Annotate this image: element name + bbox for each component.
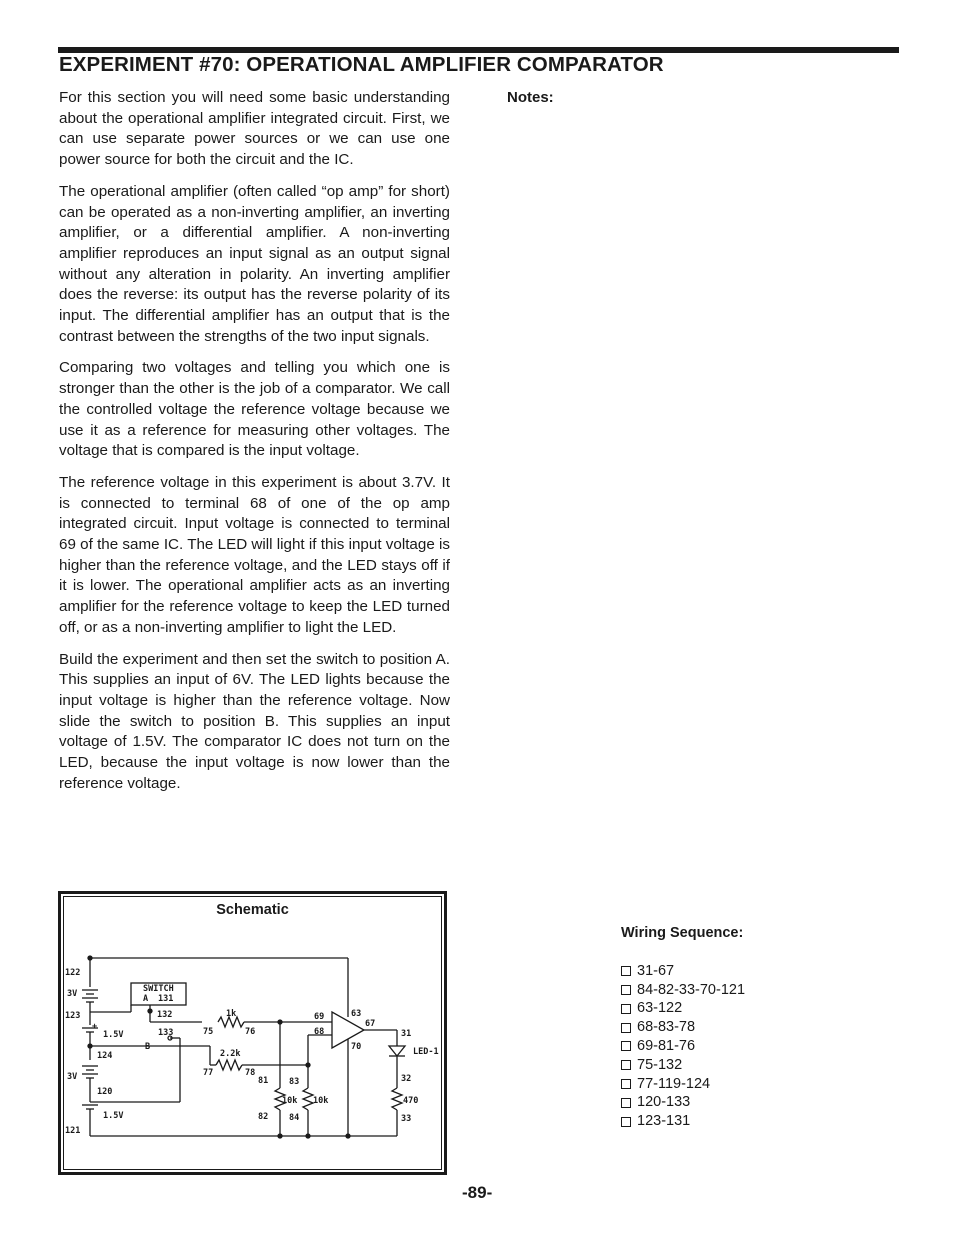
wiring-item[interactable]: 68-83-78 [621,1018,745,1037]
label-switch: SWITCH [143,984,174,994]
label-122: 122 [65,968,81,978]
checkbox-icon[interactable] [621,985,631,995]
wiring-item[interactable]: 31-67 [621,962,745,981]
label-10k-b: 10k [313,1096,329,1106]
label-75: 75 [203,1027,214,1037]
label-123: 123 [65,1011,81,1021]
label-2-2k: 2.2k [220,1049,241,1059]
checkbox-icon[interactable] [621,1004,631,1014]
checkbox-icon[interactable] [621,966,631,976]
label-switch-a: A [143,994,149,1004]
label-1-5v-b: 1.5V [103,1111,124,1121]
wiring-sequence [621,924,745,1131]
paragraph-1: For this section you will need some basic understanding about the operational amplifier integrated circuit. First, we can use separate power sources or we can use one power source for both the circuit and the IC. [59,89,450,169]
wiring-item[interactable]: 120-133 [621,1093,745,1112]
label-83: 83 [289,1077,300,1087]
paragraph-5: Build the experiment and then set the switch to position A. This supplies an input of 6V. The LED lights because the input voltage is higher than the reference voltage. Now slide the switch to position B. This supplies an input voltage of 1.5V. The comparator IC does not turn on the LED, because the input voltage is now lower than the reference voltage. [59,650,450,792]
label-76: 76 [245,1027,256,1037]
label-68: 68 [314,1027,325,1037]
label-78: 78 [245,1068,256,1078]
checkbox-icon[interactable] [621,1117,631,1127]
paragraph-2: The operational amplifier (often called “op amp” for short) can be operated as a non-inverting amplifier, an inverting amplifier, or a differential amplifier. A non-inverting amplifier reproduces an input signal as an output signal without any alteration in polarity. An inverting amplifier does the reverse: its output has the reverse polarity of its input. The differential amplifier has an output that is the contrast between the strengths of the two input signals. [59,182,450,345]
checkbox-icon[interactable] [621,1041,631,1051]
label-10k-a: 10k [282,1096,298,1106]
checkbox-icon[interactable] [621,1023,631,1033]
label-33: 33 [401,1114,412,1124]
label-132: 132 [157,1010,173,1020]
label-plus: + [92,1022,98,1032]
label-3v-b: 3V [67,1072,78,1082]
label-1k: 1k [226,1009,237,1019]
wiring-title: Wiring Sequence: [621,925,744,941]
paragraph-4: The reference voltage in this experiment is about 3.7V. It is connected to terminal 68 of one of the op amp integrated circuit. Input voltage is connected to terminal 69 of the same IC. The LED will light if this input voltage is higher than the reference voltage, and the LED stays off if it is lower. The operational amplifier acts as an inverting amplifier for the reference voltage to keep the LED turned off, or as a non-inverting amplifier to light the LED. [59,473,450,636]
label-31: 31 [401,1029,412,1039]
label-switch-b: B [145,1042,151,1052]
page-number: -89- [462,1183,493,1202]
label-32: 32 [401,1074,412,1084]
label-121: 121 [65,1126,81,1136]
label-120: 120 [97,1087,113,1097]
label-70: 70 [351,1042,362,1052]
label-470: 470 [403,1096,419,1106]
paragraph-3: Comparing two voltages and telling you which one is stronger than the other is the job of a comparator. We call the controlled voltage the reference voltage because we use it as a reference for measuring other voltages. The voltage that is compared is the input voltage. [59,359,450,460]
notes-label: Notes: [507,89,554,106]
wiring-item[interactable]: 69-81-76 [621,1037,745,1056]
wiring-item[interactable]: 75-132 [621,1056,745,1075]
wiring-item[interactable]: 84-82-33-70-121 [621,981,745,1000]
page-title: EXPERIMENT #70: OPERATIONAL AMPLIFIER COMPARATOR [59,53,664,76]
schematic-box [58,891,447,1175]
label-82: 82 [258,1112,269,1122]
label-67: 67 [365,1019,376,1029]
label-133: 133 [158,1028,174,1038]
label-131: 131 [158,994,174,1004]
label-81: 81 [258,1076,269,1086]
body-text [59,88,450,806]
checkbox-icon[interactable] [621,1079,631,1089]
label-124: 124 [97,1051,113,1061]
label-led-1: LED-1 [413,1047,439,1057]
label-77: 77 [203,1068,214,1078]
wiring-item[interactable]: 63-122 [621,999,745,1018]
schematic-diagram [61,894,444,1172]
wiring-item[interactable]: 123-131 [621,1112,745,1131]
checkbox-icon[interactable] [621,1060,631,1070]
schematic-title: Schematic [216,902,289,918]
label-69: 69 [314,1012,325,1022]
wiring-item[interactable]: 77-119-124 [621,1075,745,1094]
label-1-5v-a: 1.5V [103,1030,124,1040]
label-84: 84 [289,1113,300,1123]
label-3v-a: 3V [67,989,78,999]
label-63: 63 [351,1009,362,1019]
checkbox-icon[interactable] [621,1098,631,1108]
